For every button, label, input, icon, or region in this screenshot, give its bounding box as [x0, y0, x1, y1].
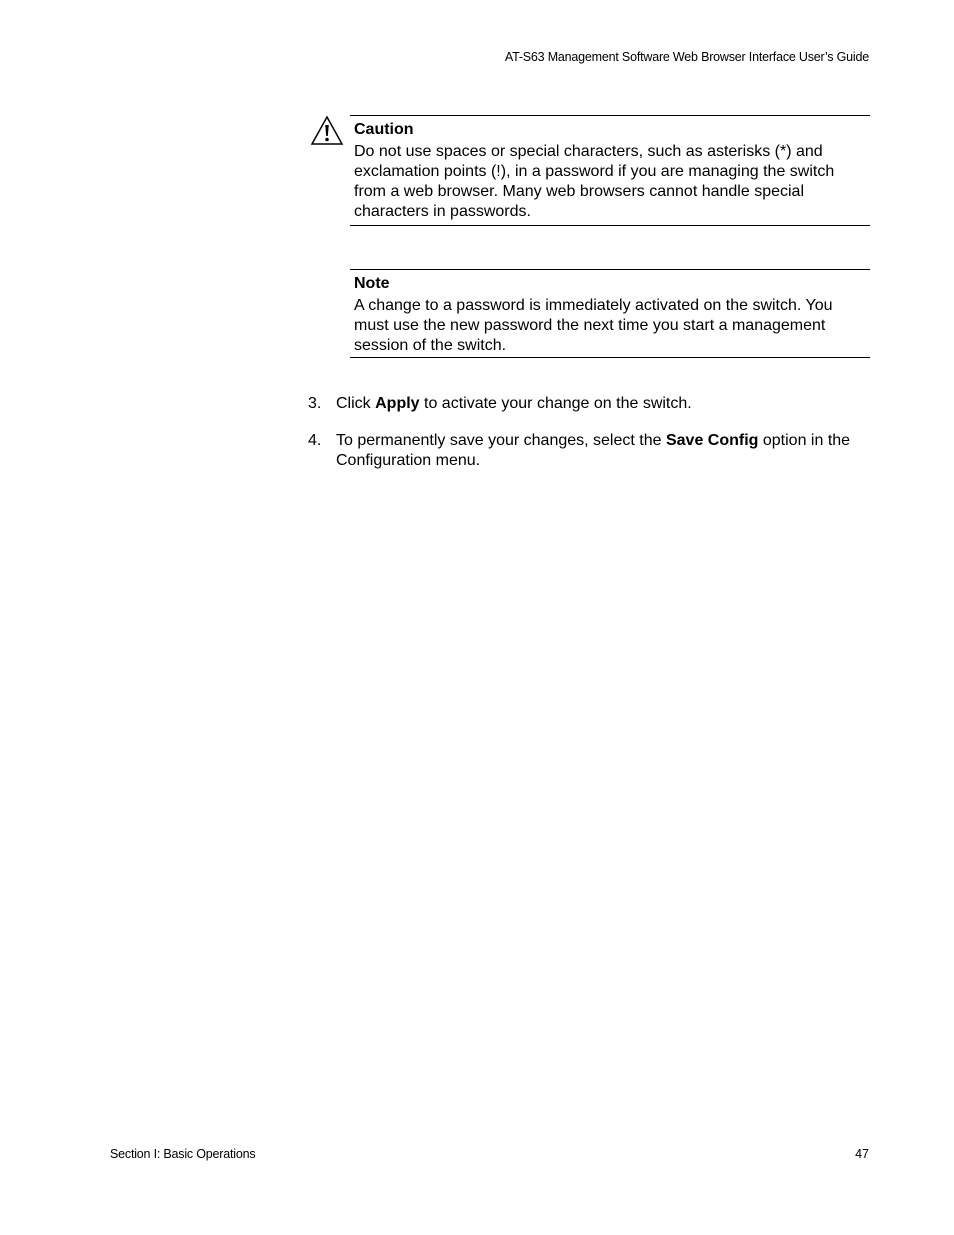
note-callout	[350, 269, 870, 358]
step-number: 3.	[308, 395, 322, 412]
step-text-post: to activate your change on the switch.	[419, 395, 692, 412]
running-header: AT-S63 Management Software Web Browser Interface User’s Guide	[504, 50, 869, 64]
apply-option-label: Apply	[375, 395, 420, 412]
caution-title: Caution	[354, 121, 414, 138]
note-title: Note	[354, 275, 390, 292]
step-text-post: option in the Configuration menu.	[336, 432, 851, 469]
step-text	[336, 431, 870, 471]
step-3	[308, 394, 870, 414]
step-number: 4.	[308, 432, 322, 449]
save-config-option-label: Save Config	[665, 432, 759, 449]
step-4	[308, 431, 870, 471]
page-number: 47	[855, 1147, 869, 1161]
caution-body: Do not use spaces or special characters, such as asterisks (*) and exclamation points (!), in a password if you are managing the switch from a web browser. Many web browsers cannot handle special characters in passwords.	[354, 143, 835, 220]
footer-section: Section I: Basic Operations	[110, 1147, 256, 1161]
step-text	[336, 394, 870, 414]
warning-triangle-icon	[310, 115, 344, 146]
caution-callout	[350, 115, 870, 226]
step-text-pre: To permanently save your changes, select the	[336, 432, 666, 449]
step-text-pre: Click	[336, 395, 376, 412]
procedure-steps	[308, 394, 870, 488]
note-body: A change to a password is immediately activated on the switch. You must use the new password the next time you start a management session of the switch.	[354, 297, 833, 354]
